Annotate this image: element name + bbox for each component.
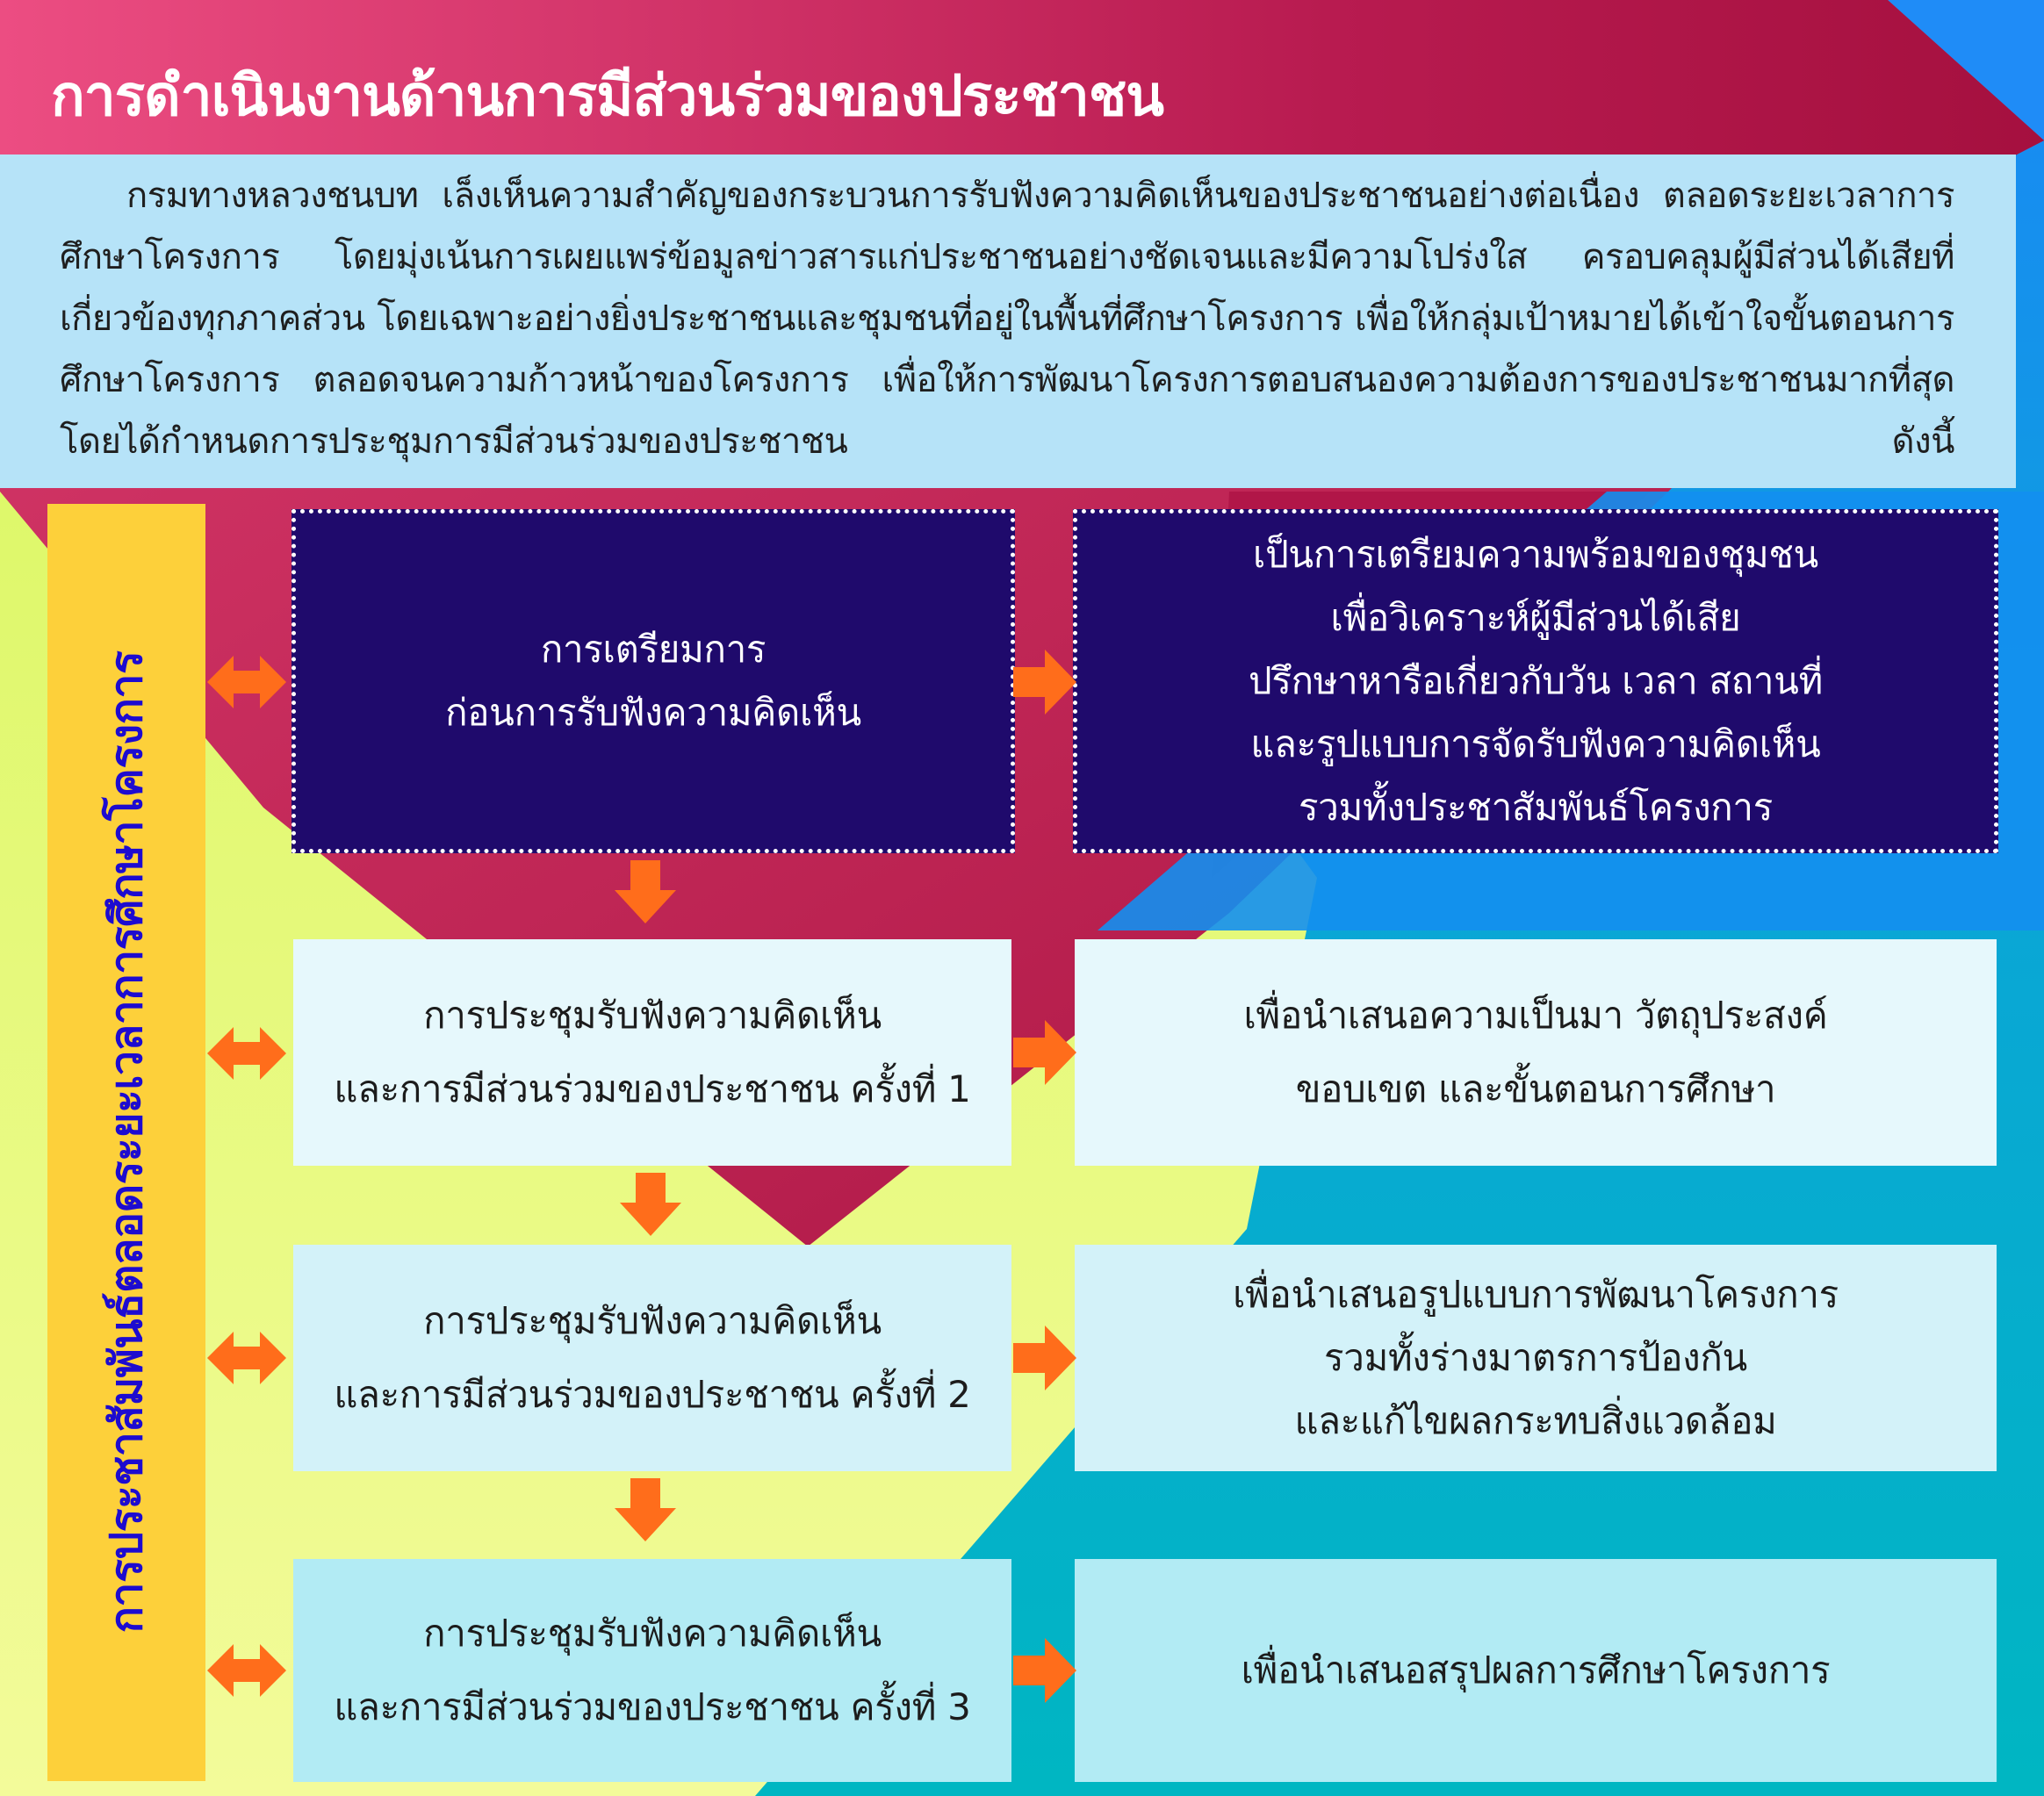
step-3-line-1: การประชุมรับฟังความคิดเห็น	[423, 1299, 882, 1342]
step-2-detail-line-2: ขอบเขต และขั้นตอนการศึกษา	[1295, 1067, 1776, 1110]
step-2-detail-box	[1075, 939, 1997, 1166]
step-2-detail-line-1: เพื่อนำเสนอความเป็นมา วัตถุประสงค์	[1243, 994, 1828, 1037]
step-4-box	[293, 1559, 1011, 1782]
arrow-down-icon	[615, 1478, 676, 1541]
double-arrow-icon	[207, 1640, 286, 1701]
step-4-detail-line-1: เพื่อนำเสนอสรุปผลการศึกษาโครงการ	[1241, 1649, 1831, 1692]
step-1-detail-line-1: เป็นการเตรียมความพร้อมของชุมชน	[1253, 533, 1818, 576]
intro-paragraph: กรมทางหลวงชนบท เล็งเห็นความสำคัญของกระบวนการรับฟังความคิดเห็นของประชาชนอย่างต่อเนื่อง ตลอดระยะเวลาการศึกษาโครงการ โดยมุ่งเน้นการเผยแพร่ข้อมูลข่าวสารแก่ประชาชนอย่างชัดเจนและมีความโปร่งใส ครอบคลุมผู้มีส่วนได้เสียที่เกี่ยวข้องทุกภาคส่วน โดยเฉพาะอย่างยิ่งประชาชนและชุมชนที่อยู่ในพื้นที่ศึกษาโครงการ เพื่อให้กลุ่มเป้าหมายได้เข้าใจขั้นตอนการศึกษาโครงการ ตลอดจนความก้าวหน้าของโครงการ เพื่อให้การพัฒนาโครงการตอบสนองความต้องการของประชาชนมากที่สุด โดยได้กำหนดการประชุมการมีส่วนร่วมของประชาชน ดังนี้	[0, 154, 2016, 488]
step-1-detail-line-4: และรูปแบบการจัดรับฟังความคิดเห็น	[1250, 722, 1821, 765]
step-4-line-2: และการมีส่วนร่วมของประชาชน ครั้งที่ 3	[334, 1685, 971, 1728]
step-3-detail-box	[1075, 1245, 1997, 1471]
arrow-right-icon	[1013, 650, 1076, 715]
step-3-detail-line-1: เพื่อนำเสนอรูปแบบการพัฒนาโครงการ	[1233, 1273, 1839, 1316]
page-title: การดำเนินงานด้านการมีส่วนร่วมของประชาชน	[51, 64, 1163, 129]
step-3-detail-line-2: รวมทั้งร่างมาตรการป้องกัน	[1324, 1336, 1747, 1379]
arrow-right-icon	[1013, 1638, 1076, 1703]
step-1-detail-line-2: เพื่อวิเคราะห์ผู้มีส่วนได้เสีย	[1330, 596, 1741, 639]
step-1-line-1: การเตรียมการ	[540, 628, 766, 671]
double-arrow-icon	[207, 651, 286, 713]
step-1-detail-line-3: ปรึกษาหารือเกี่ยวกับวัน เวลา สถานที่	[1249, 659, 1823, 702]
step-3-box	[293, 1245, 1011, 1471]
step-1-detail-box	[1073, 509, 1998, 853]
step-2-box	[293, 939, 1011, 1166]
step-3-line-2: และการมีส่วนร่วมของประชาชน ครั้งที่ 2	[334, 1373, 971, 1416]
step-1-line-2: ก่อนการรับฟังความคิดเห็น	[445, 691, 861, 734]
step-2-line-1: การประชุมรับฟังความคิดเห็น	[423, 994, 882, 1037]
step-1-box	[291, 509, 1015, 853]
double-arrow-icon	[207, 1023, 286, 1084]
double-arrow-icon	[207, 1327, 286, 1389]
step-2-line-2: และการมีส่วนร่วมของประชาชน ครั้งที่ 1	[334, 1067, 971, 1110]
step-1-detail-line-5: รวมทั้งประชาสัมพันธ์โครงการ	[1299, 786, 1773, 829]
arrow-down-icon	[620, 1173, 681, 1236]
step-3-detail-line-3: และแก้ไขผลกระทบสิ่งแวดล้อม	[1294, 1399, 1777, 1442]
arrow-right-icon	[1013, 1020, 1076, 1085]
step-4-line-1: การประชุมรับฟังความคิดเห็น	[423, 1612, 882, 1655]
sidebar-label: การประชาสัมพันธ์ตลอดระยะเวลาการศึกษาโครงการ	[101, 650, 152, 1634]
step-4-detail-box	[1075, 1559, 1997, 1782]
arrow-down-icon	[615, 860, 676, 923]
arrow-right-icon	[1013, 1325, 1076, 1390]
